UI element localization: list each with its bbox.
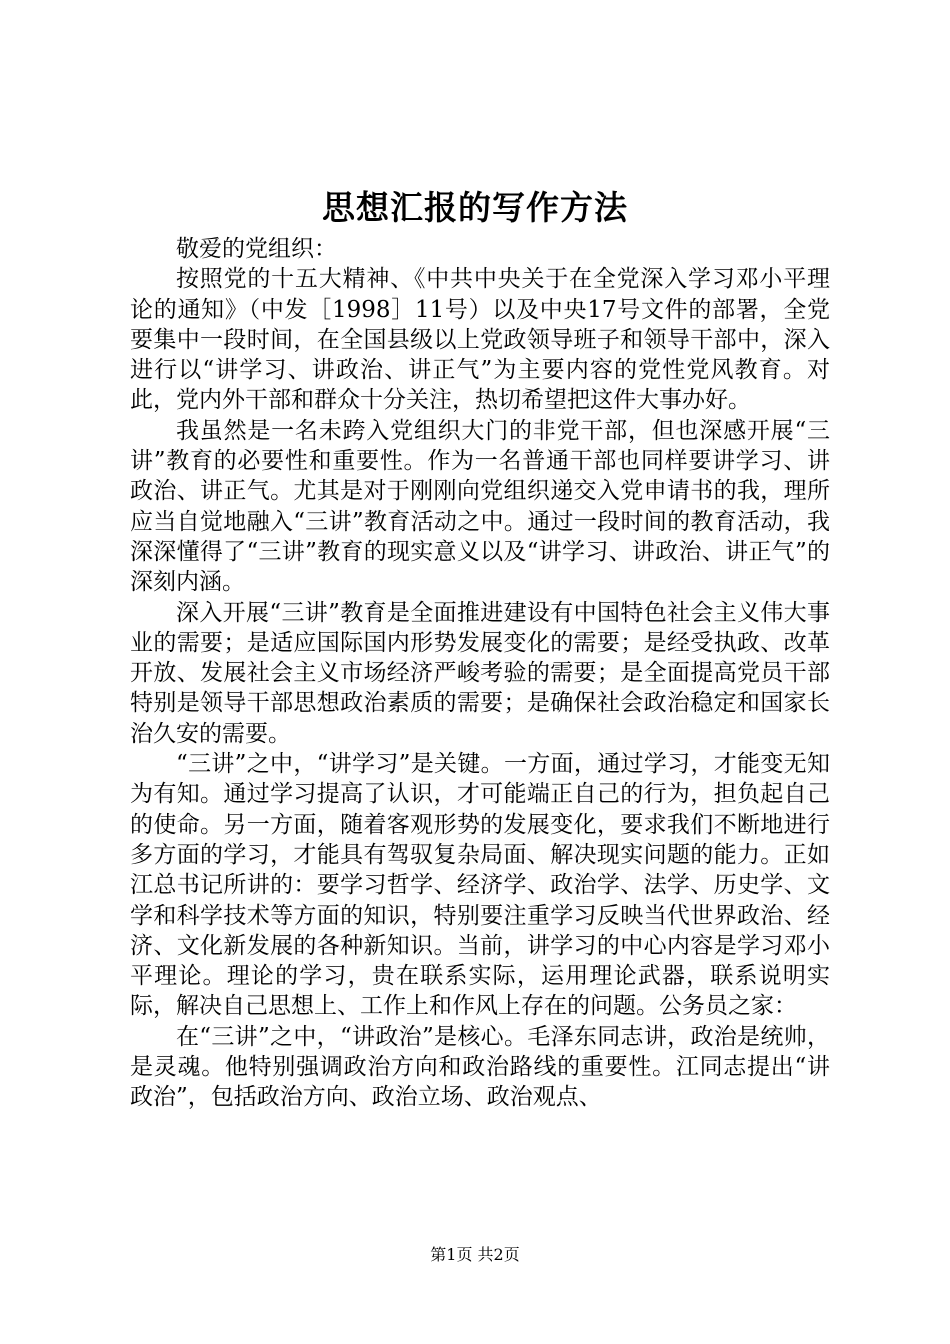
paragraph: 深入开展“三讲”教育是全面推进建设有中国特色社会主义伟大事业的需要；是适应国际国内形势发展变化的需要；是经受执政、改革开放、发展社会主义市场经济严峻考验的需要；是全面提高党员干部特别是领导干部思想政治素质的需要；是确保社会政治稳定和国家长治久安的需要。	[130, 599, 830, 747]
document-title: 思想汇报的写作方法	[322, 188, 628, 227]
page-number-footer: 第1页 共2页	[430, 1245, 520, 1264]
paragraph: 我虽然是一名未跨入党组织大门的非党干部，但也深感开展“三讲”教育的必要性和重要性。作为一名普通干部也同样要讲学习、讲政治、讲正气。尤其是对于刚刚向党组织递交入党申请书的我，理所应当自觉地融入“三讲”教育活动之中。通过一段时间的教育活动，我深深懂得了“三讲”教育的现实意义以及“讲学习、讲政治、讲正气”的深刻内涵。	[130, 417, 830, 596]
paragraph: 按照党的十五大精神、《中共中央关于在全党深入学习邓小平理论的通知》（中发［1998］11号）以及中央17号文件的部署，全党要集中一段时间，在全国县级以上党政领导班子和领导干部中，深入进行以“讲学习、讲政治、讲正气”为主要内容的党性党风教育。对此，党内外干部和群众十分关注，热切希望把这件大事办好。	[130, 266, 830, 414]
salutation: 敬爱的党组织：	[176, 236, 337, 262]
paragraph: “三讲”之中，“讲学习”是关键。一方面，通过学习，才能变无知为有知。通过学习提高了认识，才可能端正自己的行为，担负起自己的使命。另一方面，随着客观形势的发展变化，要求我们不断地进行多方面的学习，才能具有驾驭复杂局面、解决现实问题的能力。正如江总书记所讲的：要学习哲学、经济学、政治学、法学、历史学、文学和科学技术等方面的知识，特别要注重学习反映当代世界政治、经济、文化新发展的各种新知识。当前，讲学习的中心内容是学习邓小平理论。理论的学习，贵在联系实际，运用理论武器，联系说明实际，解决自己思想上、工作上和作风上存在的问题。公务员之家：	[130, 751, 830, 1020]
paragraph: 在“三讲”之中，“讲政治”是核心。毛泽东同志讲，政治是统帅，是灵魂。他特别强调政治方向和政治路线的重要性。江同志提出“讲政治”，包括政治方向、政治立场、政治观点、	[130, 1023, 830, 1111]
document-body	[130, 234, 830, 1113]
